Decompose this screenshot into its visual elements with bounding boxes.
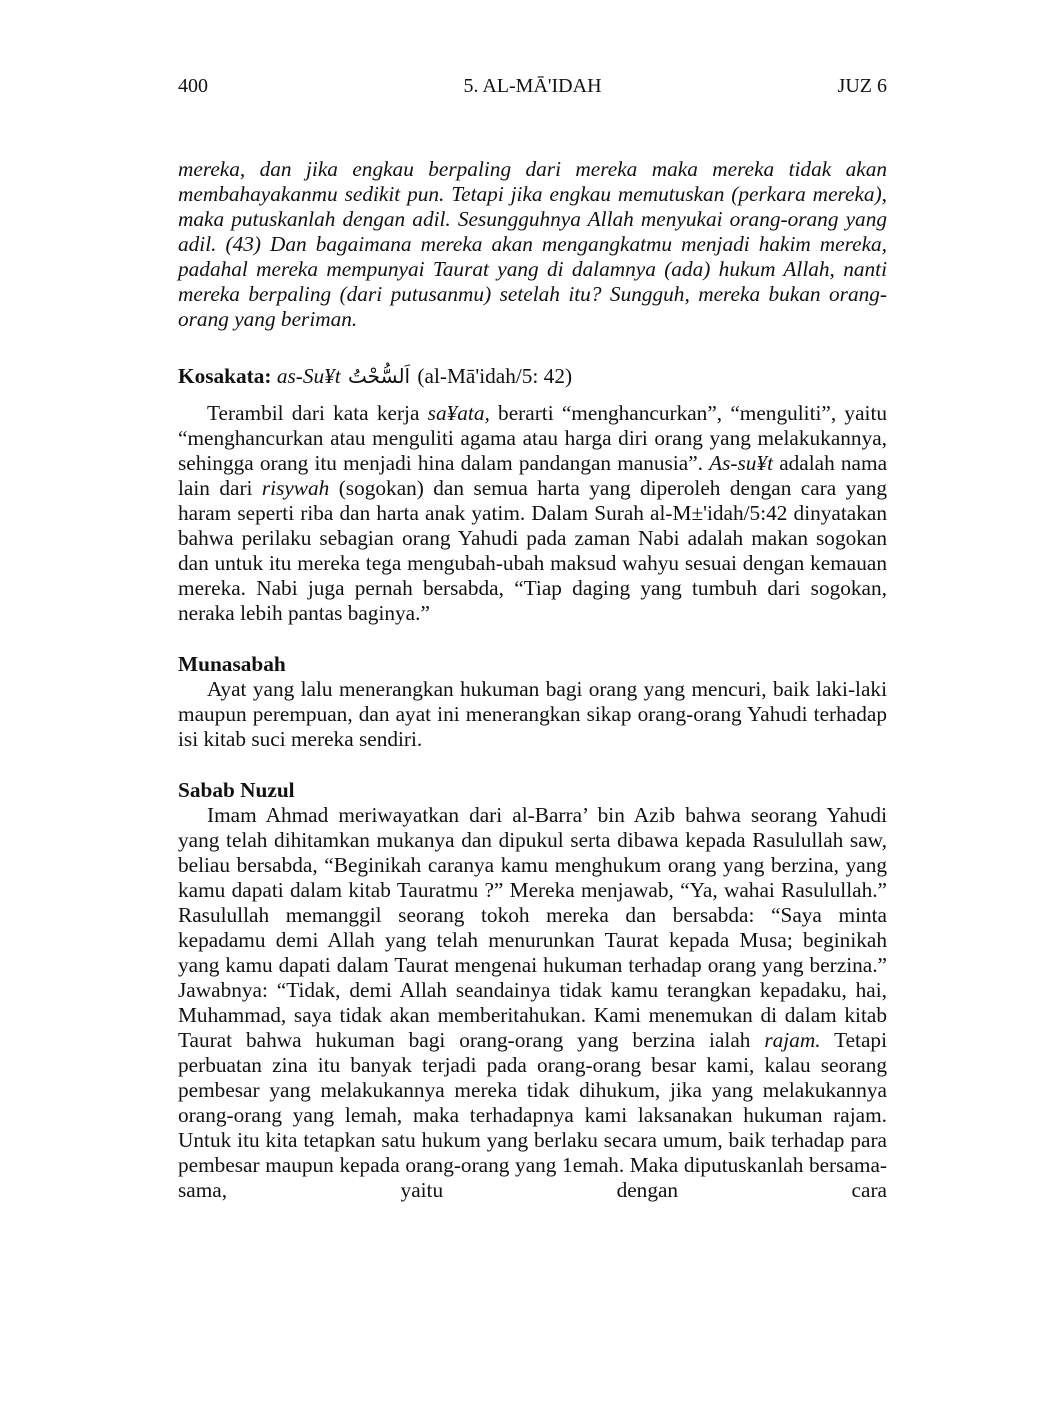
verse-translation: mereka, dan jika engkau berpaling dari mereka maka mereka tidak akan membahayakanmu sedikit pun. Tetapi jika engkau memutuskan (perkara mereka), maka putuskanlah dengan adil. Sesungguhnya Allah menyukai orang-orang yang adil. (43) Dan bagaimana mereka akan mengangkatmu menjadi hakim mereka, padahal mereka mempunyai Taurat yang di dalamnya (ada) hukum Allah, nanti mereka berpaling (dari putusanmu) setelah itu? Sungguh, mereka bukan orang-orang yang beriman.: [178, 157, 887, 331]
kosakata-text-4: (sogokan) dan semua harta yang diperoleh dengan cara yang haram seperti riba dan harta anak yatim. Dalam Surah al-M±'idah/5:42 dinyatakan bahwa perilaku sebagian orang Yahudi pada zaman Nabi adalah makan sogokan dan untuk itu mereka tega mengubah-ubah maksud wahyu sesuai dengan kemauan mereka. Nabi juga pernah bersabda, “Tiap daging yang tumbuh dari sogokan, neraka lebih pantas baginya.”: [178, 476, 887, 625]
kosakata-italic-3: risywah: [261, 476, 330, 500]
sabab-text-1: Imam Ahmad meriwayatkan dari al-Barra’ bin Azib bahwa seorang Yahudi yang telah dihitamkan mukanya dan dipukul serta dibawa kepada Rasulullah saw, beliau bersabda, “Beginikah caranya kamu menghukum orang yang berzina, yang kamu dapati dalam kitab Tauratmu ?” Mereka menjawab, “Ya, wahai Rasulullah.” Rasulullah memanggil seorang tokoh mereka dan bersabda: “Saya minta kepadamu demi Allah yang telah menurunkan Taurat kepada Musa; beginikah yang kamu dapati dalam Taurat mengenai hukuman terhadap orang yang berzina.” Jawabnya: “Tidak, demi Allah seandainya tidak kamu terangkan kepadaku, hai, Muhammad, saya tidak akan memberitahukan. Kami menemukan di dalam kitab Taurat bahwa hukuman bagi orang-orang yang berzina ialah: [178, 803, 887, 1052]
kosakata-italic-1: sa¥ata,: [427, 401, 490, 425]
kosakata-term: as-Su¥t: [276, 364, 341, 388]
kosakata-heading: [178, 364, 887, 389]
juz-label: JUZ 6: [837, 75, 887, 97]
kosakata-text-1: Terambil dari kata kerja: [207, 401, 420, 425]
kosakata-italic-2: As-su¥t: [709, 451, 774, 475]
sabab-nuzul-body: [178, 803, 887, 1203]
page-header: [178, 72, 887, 100]
page-number: 400: [178, 75, 208, 97]
sabab-italic-1: rajam.: [764, 1028, 821, 1052]
kosakata-text-2: berarti “menghancurkan”, “menguliti”, yaitu “menghancurkan atau menguliti agama atau harga diri orang yang melakukannya, sehingga orang itu menjadi hina dalam pandangan manusia”.: [178, 401, 888, 475]
kosakata-body: [178, 401, 887, 626]
kosakata-label: Kosakata:: [178, 364, 272, 388]
page-content: [178, 157, 887, 1203]
munasabah-body: Ayat yang lalu menerangkan hukuman bagi orang yang mencuri, baik laki-laki maupun perempuan, dan ayat ini menerangkan sikap orang-orang Yahudi terhadap isi kitab suci mereka sendiri.: [178, 677, 887, 751]
chapter-title: 5. AL-MĀ'IDAH: [463, 75, 602, 97]
munasabah-heading: Munasabah: [178, 652, 286, 676]
sabab-nuzul-heading: Sabab Nuzul: [178, 778, 295, 802]
kosakata-reference: (al-Mā'idah/5: 42): [417, 364, 573, 388]
kosakata-text-3: adalah nama lain dari: [178, 451, 888, 500]
kosakata-arabic: اَلسُّحْتُ: [348, 364, 411, 388]
sabab-text-2: Tetapi perbuatan zina itu banyak terjadi pada orang-orang besar kami, kalau seorang pembesar yang melakukannya mereka tidak dihukum, jika yang melakukannya orang-orang yang lemah, maka terhadapnya kami laksanakan hukuman rajam. Untuk itu kita tetapkan satu hukum yang berlaku secara umum, baik terhadap para pembesar maupun kepada orang-orang yang 1emah. Maka diputuskanlah bersama-sama, yaitu dengan cara: [178, 1028, 887, 1202]
